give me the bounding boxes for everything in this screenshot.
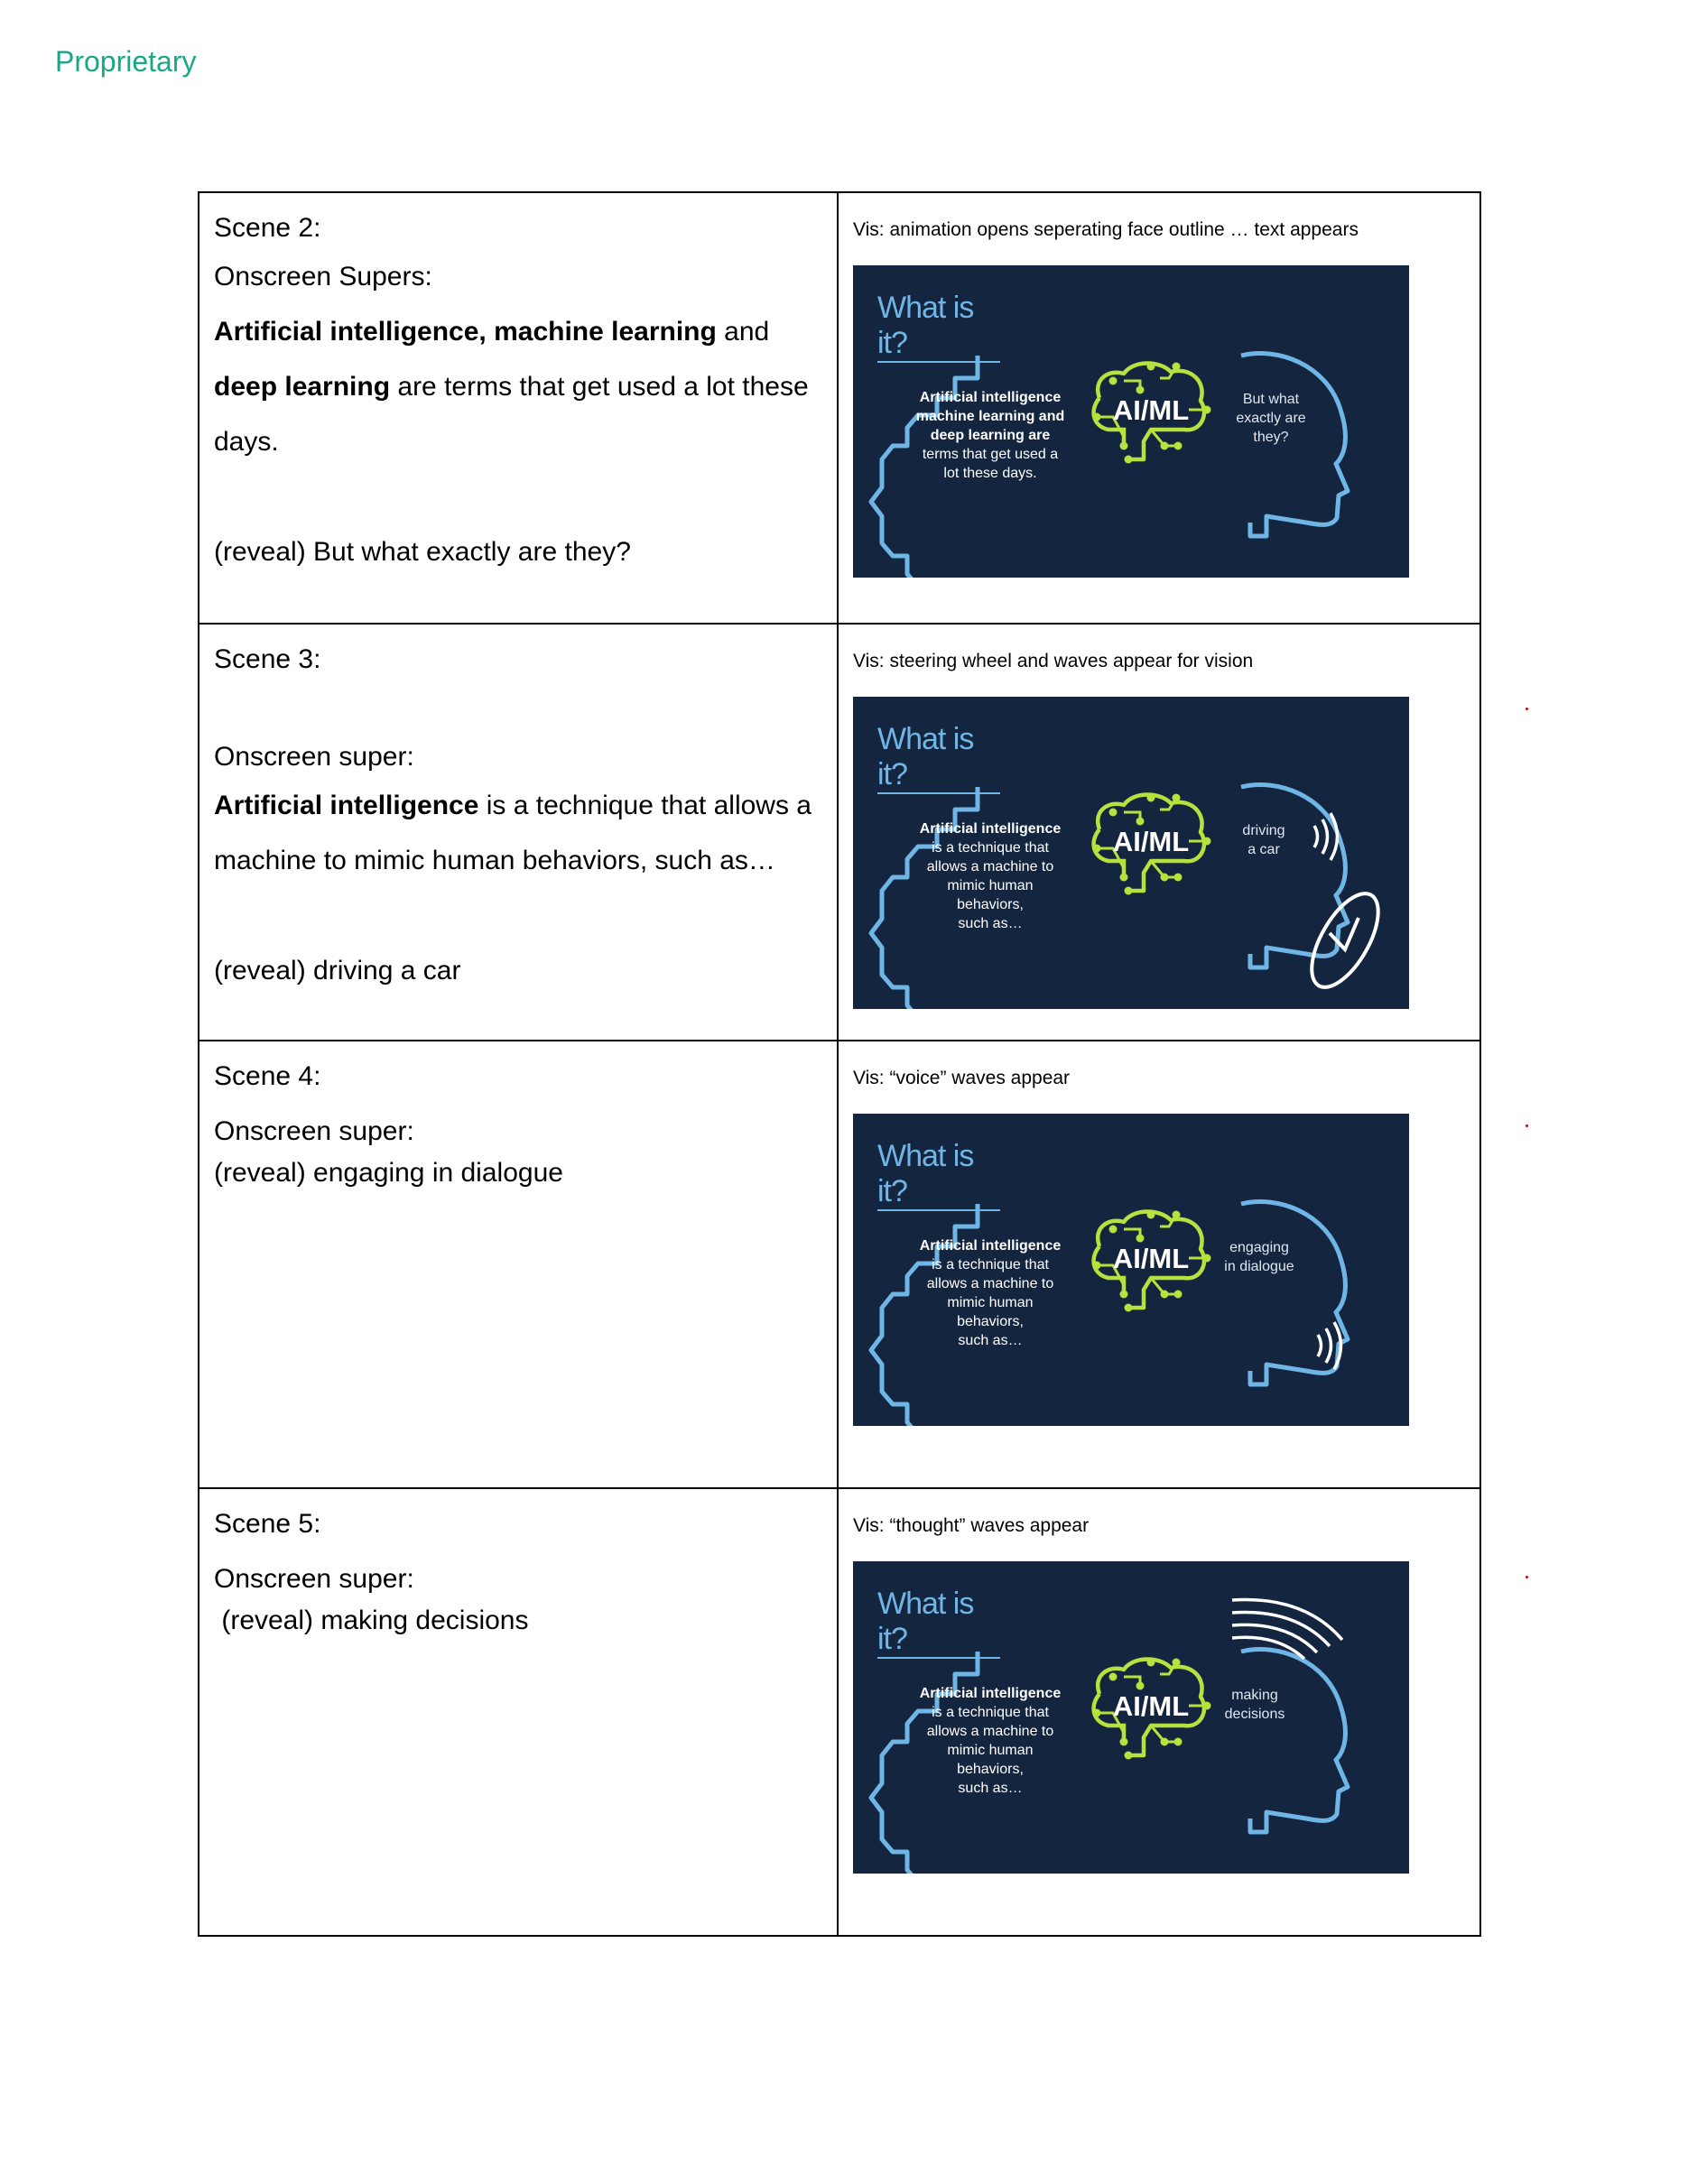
comment-marker <box>1526 1124 1528 1127</box>
head-outline-icon <box>1241 1202 1348 1385</box>
scene-row <box>199 192 1480 624</box>
comment-marker <box>1526 708 1528 710</box>
reveal-line: engaging <box>1229 1240 1289 1255</box>
scene-visual-cell <box>838 192 1480 624</box>
steering-wheel-icon <box>1298 884 1391 997</box>
scene-script-cell <box>199 1041 838 1488</box>
storyboard-table <box>198 191 1481 1937</box>
gear-text <box>909 819 1071 933</box>
scene-script-cell <box>199 192 838 624</box>
reveal-line: decisions <box>1224 1707 1285 1722</box>
aiml-label: AI/ML <box>1112 1243 1190 1274</box>
scene-heading: Scene 2: <box>214 213 321 243</box>
reveal-line: they? <box>1253 430 1289 445</box>
scene-row <box>199 624 1480 1041</box>
super-label: Onscreen super: <box>214 1564 414 1594</box>
head-outline-icon <box>1241 1650 1348 1833</box>
super-text-1: and <box>716 317 770 347</box>
slide-title: What is it? <box>877 1587 1000 1659</box>
gear-line: mimic human <box>947 878 1034 893</box>
aiml-label: AI/ML <box>1112 826 1190 857</box>
vis-note: Vis: “thought” waves appear <box>853 1515 1090 1536</box>
slide-thumbnail <box>853 265 1409 578</box>
vis-note: Vis: animation opens seperating face outline … text appears <box>853 219 1359 240</box>
gear-line: machine learning and <box>915 409 1065 424</box>
slide-title: What is it? <box>877 1139 1000 1211</box>
reveal-text: (reveal) driving a car <box>214 956 461 986</box>
reveal-line: But what <box>1242 392 1300 407</box>
slide-reveal-text <box>1221 390 1321 447</box>
scene-heading: Scene 5: <box>214 1509 321 1539</box>
aiml-label: AI/ML <box>1112 394 1190 426</box>
gear-line: such as… <box>958 916 1023 931</box>
gear-line: terms that get used a <box>922 447 1059 462</box>
gear-line: is a technique that <box>932 840 1049 856</box>
gear-line: deep learning are <box>930 428 1051 443</box>
comment-marker <box>1526 1576 1528 1578</box>
vision-waves-icon <box>1314 813 1338 860</box>
super-bold-1: Artificial intelligence <box>214 791 479 820</box>
slide-reveal-text <box>1205 1686 1304 1724</box>
scene-visual-cell <box>838 1041 1480 1488</box>
scene-script-cell <box>199 624 838 1041</box>
slide-reveal-text <box>1210 1238 1309 1276</box>
gear-line: lot these days. <box>943 466 1037 481</box>
gear-text <box>909 1236 1071 1350</box>
slide-title: What is it? <box>877 291 1000 363</box>
reveal-text: (reveal) making decisions <box>214 1606 529 1635</box>
super-label: Onscreen super: <box>214 742 414 772</box>
gear-line: Artificial intelligence <box>919 390 1062 405</box>
scene-row <box>199 1488 1480 1936</box>
slide-thumbnail <box>853 1561 1409 1874</box>
vis-note: Vis: steering wheel and waves appear for vision <box>853 651 1254 671</box>
aiml-label: AI/ML <box>1112 1690 1190 1722</box>
scene-row <box>199 1041 1480 1488</box>
super-text <box>214 304 822 469</box>
slide-thumbnail <box>853 697 1409 1009</box>
gear-line: allows a machine to <box>926 1724 1054 1739</box>
gear-line: Artificial intelligence <box>919 1238 1062 1254</box>
gear-line: mimic human <box>947 1743 1034 1758</box>
vis-note: Vis: “voice” waves appear <box>853 1068 1071 1088</box>
gear-line: behaviors, <box>957 1314 1024 1329</box>
reveal-line: a car <box>1247 842 1280 857</box>
super-text <box>214 778 822 888</box>
gear-line: such as… <box>958 1781 1023 1796</box>
reveal-line: driving <box>1242 823 1285 838</box>
reveal-line: in dialogue <box>1224 1259 1294 1274</box>
scene-script-cell <box>199 1488 838 1936</box>
reveal-line: making <box>1231 1688 1278 1703</box>
super-text-2: are terms that get used a lot these days. <box>214 372 809 457</box>
slide-reveal-text <box>1228 821 1300 859</box>
gear-line: behaviors, <box>957 897 1024 912</box>
gear-line: allows a machine to <box>926 1276 1054 1291</box>
slide-title: What is it? <box>877 722 1000 794</box>
scene-heading: Scene 3: <box>214 644 321 674</box>
reveal-text: (reveal) engaging in dialogue <box>214 1158 563 1188</box>
gear-line: Artificial intelligence <box>919 1686 1062 1701</box>
gear-line: mimic human <box>947 1295 1034 1310</box>
super-text-1: is a technique that allows a machine to mimic human behaviors, such as… <box>214 791 812 875</box>
scene-heading: Scene 4: <box>214 1061 321 1091</box>
gear-line: Artificial intelligence <box>919 821 1062 837</box>
super-label: Onscreen Supers: <box>214 262 432 292</box>
gear-text <box>909 1684 1071 1798</box>
proprietary-label: Proprietary <box>55 45 197 78</box>
super-bold-1: Artificial intelligence, machine learning <box>214 317 717 347</box>
gear-line: is a technique that <box>932 1705 1049 1720</box>
gear-line: allows a machine to <box>926 859 1054 875</box>
gear-line: behaviors, <box>957 1762 1024 1777</box>
slide-thumbnail <box>853 1114 1409 1426</box>
reveal-line: exactly are <box>1236 411 1306 426</box>
reveal-text: (reveal) But what exactly are they? <box>214 537 631 567</box>
scene-visual-cell <box>838 624 1480 1041</box>
super-label: Onscreen super: <box>214 1116 414 1146</box>
gear-line: is a technique that <box>932 1257 1049 1272</box>
gear-line: such as… <box>958 1333 1023 1348</box>
head-outline-icon <box>1241 785 1348 968</box>
gear-text <box>909 388 1071 483</box>
scene-visual-cell <box>838 1488 1480 1936</box>
super-bold-2: deep learning <box>214 372 391 402</box>
